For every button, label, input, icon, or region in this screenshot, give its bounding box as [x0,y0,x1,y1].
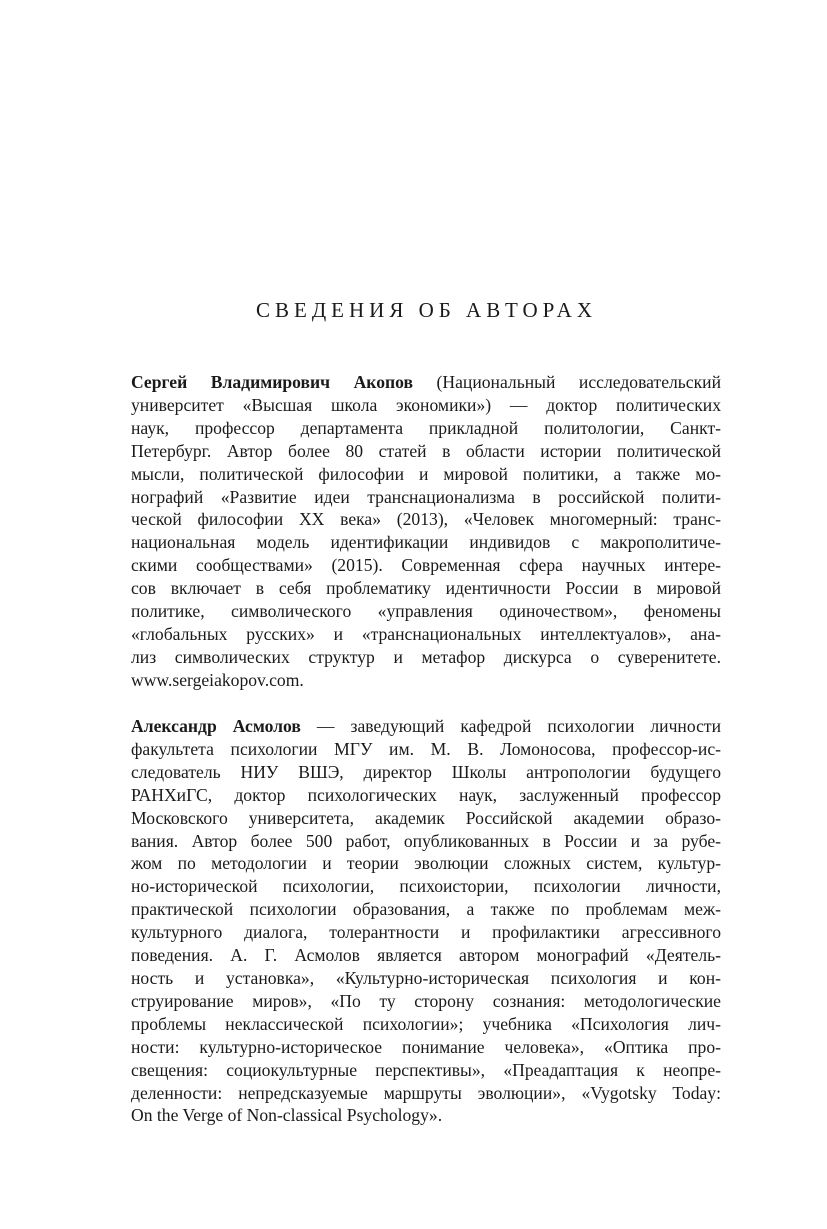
text-line: ности: культурно-историческое понимание человека», «Оптика про- [131,1036,721,1057]
text-line: жом по методологии и теории эволюции сложных систем, культур- [131,853,721,874]
text-line: Сергей Владимирович Акопов (Национальный исследовательский [131,372,721,392]
text-line: вания. Автор более 500 работ, опубликованных в России и за рубе- [131,830,721,851]
text-line: Александр Асмолов — заведующий кафедрой психологии личности [131,716,721,736]
text-line: РАНХиГС, доктор психологических наук, заслуженный профессор [131,784,721,805]
text-line: лиз символических структур и метафор дискурса о суверенитете. [131,646,721,667]
website-link[interactable]: www.sergeiakopov.com. [131,669,304,690]
text-line: наук, профессор департамента прикладной политологии, Санкт- [131,417,721,438]
text-line: культурного диалога, толерантности и профилактики агрессивного [131,922,721,943]
text-line: Петербург. Автор более 80 статей в области истории политической [131,440,721,461]
text-line: национальная модель идентификации индивидов с макрополитиче- [131,532,721,553]
text-line: университет «Высшая школа экономики») — доктор политических [131,394,721,415]
text-line: сов включает в себя проблематику идентичности России в мировой [131,578,721,599]
text-line: деленности: непредсказуемые маршруты эволюции», «Vygotsky Today: [131,1082,721,1103]
text-line: мысли, политической философии и мировой политики, а также мо- [131,463,721,484]
text-line: струирование миров», «По ту сторону сознания: методологические [131,990,721,1011]
text-line: On the Verge of Non-classical Psychology». [131,1105,443,1126]
section-title: СВЕДЕНИЯ ОБ АВТОРАХ [256,298,597,322]
author-entry-asmolov [131,715,721,1127]
text-line: но-исторической психологии, психоистории, психологии личности, [131,876,721,897]
text-line: «глобальных русских» и «транснациональных интеллектуалов», ана- [131,623,721,644]
text-line: ность и установка», «Культурно-историческая психология и кон- [131,967,721,988]
text-line: практической психологии образования, а также по проблемам меж- [131,899,721,920]
text-line: факультета психологии МГУ им. М. В. Ломоносова, профессор-ис- [131,738,721,759]
text-line: политике, символического «управления одиночеством», феномены [131,601,721,622]
author-entry-akopov [131,371,721,692]
text-line: Московского университета, академик Российской академии образо- [131,807,721,828]
text-line: нографий «Развитие идеи транснационализма в российской полити- [131,486,721,507]
text-line: ческой философии XX века» (2013), «Человек многомерный: транс- [131,509,721,530]
text-line: скими сообществами» (2015). Современная сфера научных интере- [131,555,721,576]
author-name: Сергей Владимирович Акопов [131,372,413,392]
text-line: поведения. А. Г. Асмолов является автором монографий «Деятель- [131,945,721,966]
text-line: свещения: социокультурные перспективы», «Преадаптация к неопре- [131,1059,721,1080]
author-name: Александр Асмолов [131,716,301,736]
text-line: следователь НИУ ВШЭ, директор Школы антропологии будущего [131,761,721,782]
text-line: проблемы неклассической психологии»; учебника «Психология лич- [131,1013,721,1034]
